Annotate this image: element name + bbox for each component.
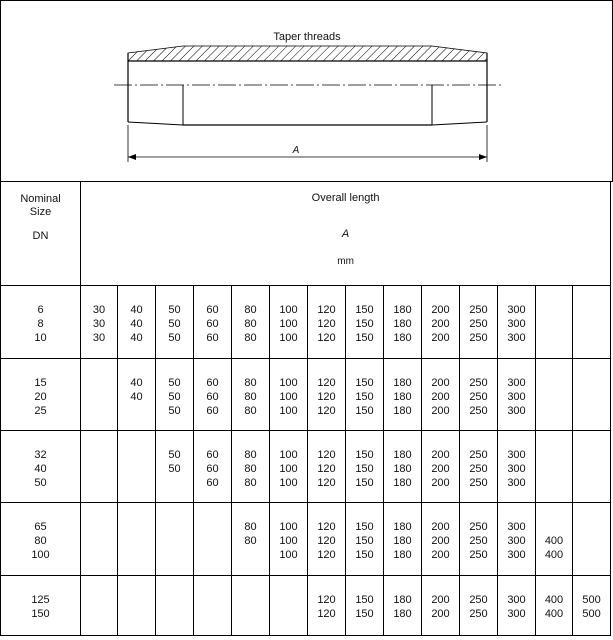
length-cell bbox=[422, 503, 460, 576]
length-value: 150 bbox=[355, 318, 374, 330]
length-cell bbox=[232, 503, 270, 576]
nominal-size-cell bbox=[1, 359, 81, 431]
nominal-size-value: 20 bbox=[34, 391, 47, 403]
length-cell bbox=[194, 576, 232, 636]
length-value: 200 bbox=[431, 377, 450, 389]
length-value: 250 bbox=[469, 521, 488, 533]
length-value: 300 bbox=[507, 391, 526, 403]
length-cell bbox=[573, 576, 611, 636]
length-cell bbox=[118, 359, 156, 431]
length-value: 120 bbox=[317, 521, 336, 533]
length-cell bbox=[536, 431, 573, 503]
nominal-size-value: 65 bbox=[34, 521, 47, 533]
length-value: 250 bbox=[469, 594, 488, 606]
length-value: 120 bbox=[317, 405, 336, 417]
thread-hatching bbox=[128, 46, 487, 61]
length-value: 50 bbox=[168, 391, 181, 403]
length-value: 60 bbox=[206, 477, 219, 489]
length-value: 60 bbox=[206, 332, 219, 344]
length-cell bbox=[346, 286, 384, 359]
length-value: 100 bbox=[279, 449, 298, 461]
length-value: 40 bbox=[130, 304, 143, 316]
length-value: 80 bbox=[244, 318, 257, 330]
length-value: 120 bbox=[317, 318, 336, 330]
length-value: 150 bbox=[355, 521, 374, 533]
length-cell bbox=[81, 359, 118, 431]
length-value: 100 bbox=[279, 463, 298, 475]
unit-label: mm bbox=[337, 256, 354, 267]
length-cell bbox=[81, 576, 118, 636]
length-value: 200 bbox=[431, 449, 450, 461]
table-row bbox=[1, 576, 611, 636]
length-value: 150 bbox=[355, 405, 374, 417]
nominal-size-value: 32 bbox=[34, 449, 47, 461]
length-value: 300 bbox=[507, 535, 526, 547]
length-cell bbox=[194, 503, 232, 576]
length-cell bbox=[156, 286, 194, 359]
length-value: 300 bbox=[507, 521, 526, 533]
nominal-size-cell bbox=[1, 286, 81, 359]
length-cell bbox=[308, 286, 346, 359]
length-value: 120 bbox=[317, 391, 336, 403]
taper-threads-label: Taper threads bbox=[273, 31, 341, 43]
length-value: 300 bbox=[507, 318, 526, 330]
length-value: 40 bbox=[130, 318, 143, 330]
length-value: 40 bbox=[130, 377, 143, 389]
nominal-size-value: 125 bbox=[31, 594, 50, 606]
length-cell bbox=[270, 286, 308, 359]
length-value: 120 bbox=[317, 608, 336, 620]
length-cell bbox=[346, 503, 384, 576]
length-value: 50 bbox=[168, 304, 181, 316]
length-value: 150 bbox=[355, 608, 374, 620]
pipe-nipple-diagram bbox=[1, 1, 612, 181]
length-cell bbox=[194, 359, 232, 431]
length-value: 150 bbox=[355, 304, 374, 316]
length-cell bbox=[156, 359, 194, 431]
table-row bbox=[1, 359, 611, 431]
length-cell bbox=[422, 431, 460, 503]
length-value: 300 bbox=[507, 477, 526, 489]
length-value: 120 bbox=[317, 304, 336, 316]
length-value: 180 bbox=[393, 449, 412, 461]
length-value: 500 bbox=[582, 608, 601, 620]
length-value: 250 bbox=[469, 449, 488, 461]
length-value: 50 bbox=[168, 405, 181, 417]
length-cell bbox=[384, 576, 422, 636]
length-cell bbox=[384, 359, 422, 431]
length-value: 30 bbox=[92, 332, 106, 344]
length-value: 250 bbox=[469, 377, 488, 389]
length-cell bbox=[460, 503, 498, 576]
length-value: 80 bbox=[244, 405, 257, 417]
nominal-size-value: 10 bbox=[34, 332, 47, 344]
length-value: 250 bbox=[469, 535, 488, 547]
length-value: 150 bbox=[355, 594, 374, 606]
length-cell bbox=[460, 431, 498, 503]
length-value: 60 bbox=[206, 318, 219, 330]
nominal-size-cell bbox=[1, 503, 81, 576]
length-value: 300 bbox=[507, 332, 526, 344]
length-value: 300 bbox=[507, 608, 526, 620]
length-cell bbox=[498, 576, 536, 636]
length-value: 400 bbox=[544, 535, 564, 547]
length-value: 180 bbox=[393, 318, 412, 330]
table-row bbox=[1, 286, 611, 359]
length-value: 40 bbox=[130, 332, 143, 344]
length-value: 180 bbox=[393, 304, 412, 316]
length-value: 150 bbox=[355, 377, 374, 389]
length-value: 50 bbox=[168, 318, 181, 330]
length-cell bbox=[270, 359, 308, 431]
table-row bbox=[1, 431, 611, 503]
length-value: 50 bbox=[168, 332, 181, 344]
length-cell bbox=[81, 431, 118, 503]
length-value: 120 bbox=[317, 594, 336, 606]
length-value: 180 bbox=[393, 535, 412, 547]
length-cell bbox=[346, 576, 384, 636]
length-value: 150 bbox=[355, 449, 374, 461]
length-value: 100 bbox=[279, 405, 298, 417]
length-value: 200 bbox=[431, 463, 450, 475]
length-cell bbox=[156, 576, 194, 636]
length-value: 120 bbox=[317, 377, 336, 389]
length-cell bbox=[156, 503, 194, 576]
length-value: 200 bbox=[431, 304, 450, 316]
length-value: 150 bbox=[355, 549, 374, 561]
length-value: 180 bbox=[393, 405, 412, 417]
nominal-size-value: 100 bbox=[31, 549, 50, 561]
length-value: 200 bbox=[431, 332, 450, 344]
length-value: 100 bbox=[279, 318, 298, 330]
length-value: 300 bbox=[507, 449, 526, 461]
length-value: 250 bbox=[469, 477, 488, 489]
length-value: 200 bbox=[431, 318, 450, 330]
length-cell bbox=[536, 359, 573, 431]
length-cell bbox=[308, 431, 346, 503]
length-value: 120 bbox=[317, 535, 336, 547]
length-cell bbox=[194, 286, 232, 359]
length-cell bbox=[460, 359, 498, 431]
length-value: 250 bbox=[469, 318, 488, 330]
length-cell bbox=[573, 431, 611, 503]
length-value: 120 bbox=[317, 549, 336, 561]
length-cell bbox=[118, 576, 156, 636]
length-cell bbox=[536, 286, 573, 359]
length-value: 80 bbox=[244, 332, 257, 344]
length-value: 100 bbox=[279, 549, 298, 561]
length-value: 300 bbox=[507, 405, 526, 417]
length-cell bbox=[270, 431, 308, 503]
length-value: 100 bbox=[279, 377, 298, 389]
dn-label: DN bbox=[32, 230, 49, 242]
length-value: 50 bbox=[168, 463, 181, 475]
length-cell bbox=[118, 431, 156, 503]
length-value: 60 bbox=[206, 304, 219, 316]
length-value: 100 bbox=[279, 391, 298, 403]
header-row bbox=[1, 182, 611, 286]
length-value: 150 bbox=[355, 477, 374, 489]
nominal-size-value: 15 bbox=[34, 377, 47, 389]
length-cell bbox=[232, 286, 270, 359]
length-cell bbox=[384, 503, 422, 576]
length-cell bbox=[573, 359, 611, 431]
length-value: 250 bbox=[469, 549, 488, 561]
length-value: 250 bbox=[469, 391, 488, 403]
length-value: 80 bbox=[244, 535, 257, 547]
length-value: 200 bbox=[431, 477, 450, 489]
length-cell bbox=[422, 286, 460, 359]
length-value: 100 bbox=[279, 332, 298, 344]
length-value: 200 bbox=[431, 594, 450, 606]
length-value: 200 bbox=[431, 521, 450, 533]
length-value: 120 bbox=[317, 463, 336, 475]
length-value: 80 bbox=[244, 377, 257, 389]
length-value: 250 bbox=[469, 608, 488, 620]
length-value: 300 bbox=[507, 594, 526, 606]
length-value: 150 bbox=[355, 332, 374, 344]
length-cell bbox=[573, 286, 611, 359]
nominal-size-value: 150 bbox=[31, 608, 50, 620]
length-cell bbox=[460, 286, 498, 359]
length-value: 180 bbox=[393, 477, 412, 489]
length-value: 180 bbox=[393, 377, 412, 389]
nominal-size-cell bbox=[1, 431, 81, 503]
length-value: 60 bbox=[206, 449, 219, 461]
length-value: 100 bbox=[279, 304, 298, 316]
length-cell bbox=[498, 503, 536, 576]
dimension-a-label: A bbox=[292, 145, 300, 156]
length-value: 120 bbox=[317, 477, 336, 489]
length-cell bbox=[536, 503, 573, 576]
length-value: 180 bbox=[393, 549, 412, 561]
length-cell bbox=[573, 503, 611, 576]
overall-length-header bbox=[81, 182, 611, 286]
a-label: A bbox=[341, 228, 350, 240]
length-value: 150 bbox=[355, 463, 374, 475]
length-cell bbox=[384, 286, 422, 359]
length-cell bbox=[232, 431, 270, 503]
length-cell bbox=[536, 576, 573, 636]
size-label: Size bbox=[29, 206, 52, 218]
table-row bbox=[1, 503, 611, 576]
length-value: 250 bbox=[469, 332, 488, 344]
length-cell bbox=[308, 576, 346, 636]
length-cell bbox=[498, 431, 536, 503]
nominal-size-value: 50 bbox=[34, 477, 47, 489]
length-value: 250 bbox=[469, 405, 488, 417]
length-value: 180 bbox=[393, 608, 412, 620]
length-value: 80 bbox=[244, 304, 257, 316]
length-value: 400 bbox=[544, 608, 564, 620]
length-value: 200 bbox=[431, 405, 450, 417]
length-value: 100 bbox=[279, 521, 298, 533]
length-cell bbox=[384, 431, 422, 503]
length-value: 80 bbox=[244, 477, 257, 489]
length-value: 30 bbox=[92, 318, 106, 330]
length-cell bbox=[498, 359, 536, 431]
length-value: 180 bbox=[393, 332, 412, 344]
length-cell bbox=[232, 359, 270, 431]
length-cell bbox=[194, 431, 232, 503]
length-cell bbox=[118, 286, 156, 359]
length-cell bbox=[308, 359, 346, 431]
length-value: 180 bbox=[393, 391, 412, 403]
length-cell bbox=[346, 431, 384, 503]
length-value: 50 bbox=[168, 449, 181, 461]
length-cell bbox=[118, 503, 156, 576]
length-value: 180 bbox=[393, 594, 412, 606]
nominal-size-cell bbox=[1, 576, 81, 636]
length-value: 180 bbox=[393, 521, 412, 533]
overall-length-label: Overall length bbox=[311, 192, 380, 204]
length-cell bbox=[232, 576, 270, 636]
length-cell bbox=[422, 576, 460, 636]
length-cell bbox=[346, 359, 384, 431]
length-value: 60 bbox=[206, 391, 219, 403]
pipe-nipple-drawing bbox=[0, 0, 613, 182]
length-value: 60 bbox=[206, 463, 219, 475]
nominal-size-value: 80 bbox=[34, 535, 47, 547]
length-value: 200 bbox=[431, 608, 450, 620]
length-cell bbox=[270, 576, 308, 636]
length-cell bbox=[81, 286, 118, 359]
length-value: 200 bbox=[431, 535, 450, 547]
length-value: 250 bbox=[469, 463, 488, 475]
length-value: 300 bbox=[507, 304, 526, 316]
length-value: 200 bbox=[431, 549, 450, 561]
length-value: 80 bbox=[244, 463, 257, 475]
length-value: 80 bbox=[244, 391, 257, 403]
length-value: 200 bbox=[431, 391, 450, 403]
length-cell bbox=[308, 503, 346, 576]
length-value: 500 bbox=[582, 594, 601, 606]
length-value: 400 bbox=[544, 549, 564, 561]
length-value: 60 bbox=[206, 405, 219, 417]
length-value bbox=[536, 520, 572, 534]
overall-length-table bbox=[0, 181, 611, 636]
length-cell bbox=[460, 576, 498, 636]
nominal-label: Nominal bbox=[20, 193, 61, 205]
nominal-size-value: 40 bbox=[34, 463, 47, 475]
length-value: 150 bbox=[355, 535, 374, 547]
length-value: 80 bbox=[244, 449, 257, 461]
length-cell bbox=[81, 503, 118, 576]
length-value: 120 bbox=[317, 332, 336, 344]
length-value: 120 bbox=[317, 449, 336, 461]
length-value: 40 bbox=[130, 391, 143, 403]
length-cell bbox=[270, 503, 308, 576]
length-cell bbox=[156, 431, 194, 503]
nominal-size-header bbox=[1, 182, 81, 286]
length-value: 60 bbox=[206, 377, 219, 389]
length-cell bbox=[422, 359, 460, 431]
length-value: 50 bbox=[168, 377, 181, 389]
length-cell bbox=[498, 286, 536, 359]
length-value: 400 bbox=[544, 594, 564, 606]
length-value: 300 bbox=[507, 549, 526, 561]
length-value: 250 bbox=[469, 304, 488, 316]
length-value: 180 bbox=[393, 463, 412, 475]
length-value: 100 bbox=[279, 477, 298, 489]
length-value: 300 bbox=[507, 377, 526, 389]
length-value: 80 bbox=[244, 521, 257, 533]
length-value: 150 bbox=[355, 391, 374, 403]
length-value: 300 bbox=[507, 463, 526, 475]
nominal-size-value: 6 bbox=[37, 304, 44, 316]
length-value: 30 bbox=[92, 304, 106, 316]
length-value: 100 bbox=[279, 535, 298, 547]
nominal-size-value: 8 bbox=[37, 318, 44, 330]
nominal-size-value: 25 bbox=[34, 405, 47, 417]
